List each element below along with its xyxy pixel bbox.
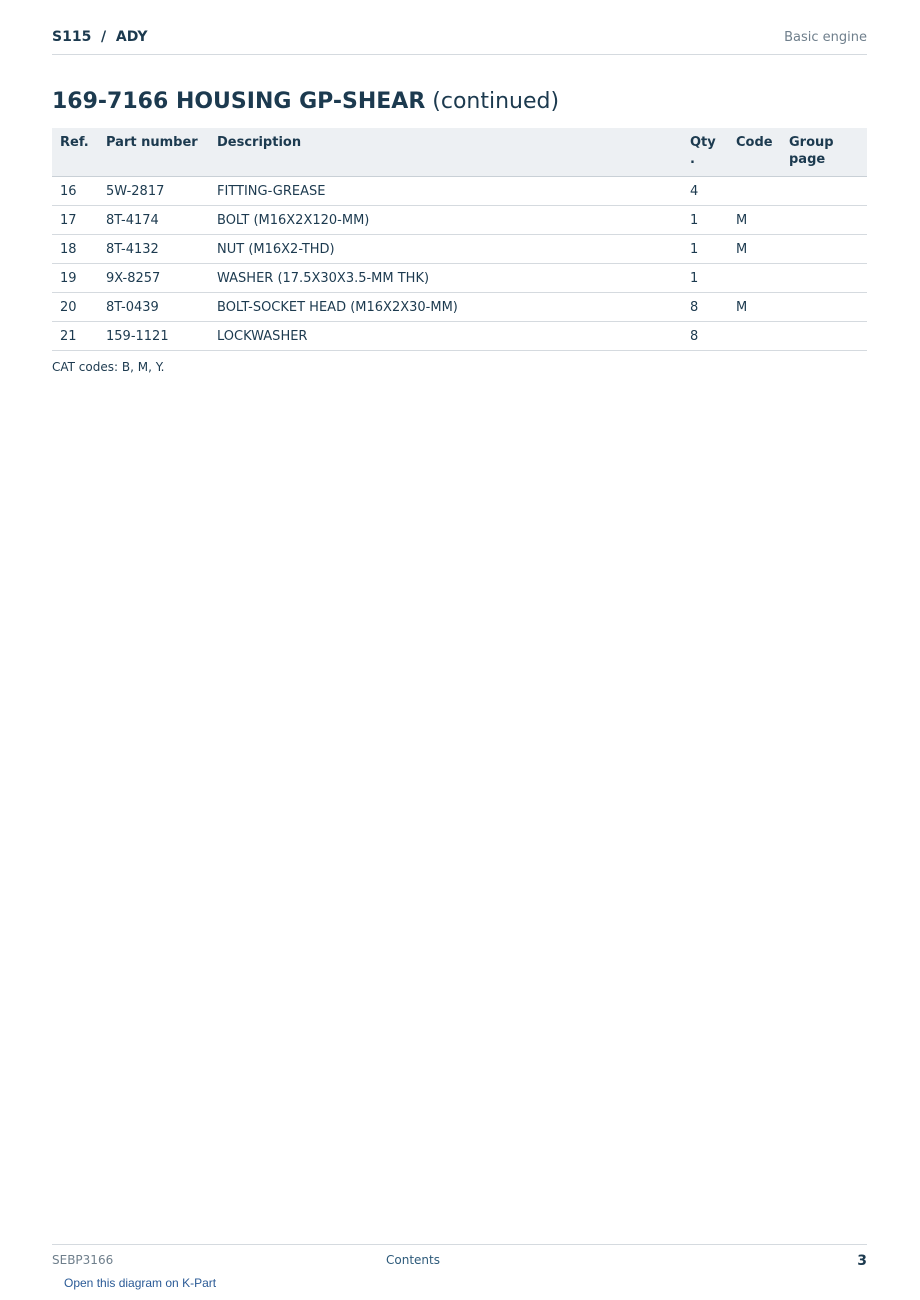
cell-description: WASHER (17.5X30X3.5-MM THK) bbox=[209, 264, 682, 293]
title-suffix: (continued) bbox=[432, 89, 560, 114]
column-header-group-page: Group page bbox=[781, 128, 867, 177]
cell-part-number: 9X-8257 bbox=[98, 264, 209, 293]
cell-description: BOLT (M16X2X120-MM) bbox=[209, 206, 682, 235]
cell-code: M bbox=[728, 206, 781, 235]
cell-group-page bbox=[781, 293, 867, 322]
cell-code: M bbox=[728, 235, 781, 264]
assembly-title: 169-7166 HOUSING GP-SHEAR bbox=[52, 89, 426, 114]
cell-part-number: 8T-0439 bbox=[98, 293, 209, 322]
cell-description: BOLT-SOCKET HEAD (M16X2X30-MM) bbox=[209, 293, 682, 322]
cell-qty: 1 bbox=[682, 206, 728, 235]
page-header bbox=[52, 28, 867, 55]
cell-qty: 1 bbox=[682, 235, 728, 264]
cell-ref: 17 bbox=[52, 206, 98, 235]
cell-group-page bbox=[781, 206, 867, 235]
cell-ref: 21 bbox=[52, 322, 98, 351]
cell-group-page bbox=[781, 322, 867, 351]
page-footer bbox=[52, 1244, 867, 1290]
cell-code bbox=[728, 322, 781, 351]
column-header-qty: Qty . bbox=[682, 128, 728, 177]
cell-qty: 8 bbox=[682, 293, 728, 322]
cell-ref: 20 bbox=[52, 293, 98, 322]
table-header-row bbox=[52, 128, 867, 177]
cell-group-page bbox=[781, 177, 867, 206]
cell-qty: 1 bbox=[682, 264, 728, 293]
cell-code bbox=[728, 177, 781, 206]
table-row bbox=[52, 177, 867, 206]
column-header-description: Description bbox=[209, 128, 682, 177]
page-title bbox=[52, 89, 559, 114]
model-code: S115 / ADY bbox=[52, 29, 148, 45]
cell-ref: 19 bbox=[52, 264, 98, 293]
page-number: 3 bbox=[857, 1253, 867, 1269]
cell-part-number: 5W-2817 bbox=[98, 177, 209, 206]
table-row bbox=[52, 264, 867, 293]
document-id: SEBP3166 bbox=[52, 1253, 114, 1267]
cell-ref: 16 bbox=[52, 177, 98, 206]
cell-qty: 8 bbox=[682, 322, 728, 351]
table-row bbox=[52, 293, 867, 322]
cell-code bbox=[728, 264, 781, 293]
table-row bbox=[52, 206, 867, 235]
cell-code: M bbox=[728, 293, 781, 322]
column-header-code: Code bbox=[728, 128, 781, 177]
column-header-part-number: Part number bbox=[98, 128, 209, 177]
open-kpart-link[interactable]: Open this diagram on K-Part bbox=[64, 1276, 217, 1290]
cell-ref: 18 bbox=[52, 235, 98, 264]
table-row bbox=[52, 235, 867, 264]
cell-qty: 4 bbox=[682, 177, 728, 206]
cell-part-number: 8T-4174 bbox=[98, 206, 209, 235]
cell-part-number: 159-1121 bbox=[98, 322, 209, 351]
cat-codes-note: CAT codes: B, M, Y. bbox=[52, 360, 165, 374]
cell-group-page bbox=[781, 264, 867, 293]
table-row bbox=[52, 322, 867, 351]
cell-part-number: 8T-4132 bbox=[98, 235, 209, 264]
cell-group-page bbox=[781, 235, 867, 264]
parts-table bbox=[52, 128, 867, 351]
cell-description: NUT (M16X2-THD) bbox=[209, 235, 682, 264]
column-header-ref: Ref. bbox=[52, 128, 98, 177]
cell-description: FITTING-GREASE bbox=[209, 177, 682, 206]
section-name: Basic engine bbox=[784, 30, 867, 45]
contents-link[interactable]: Contents bbox=[386, 1253, 440, 1267]
cell-description: LOCKWASHER bbox=[209, 322, 682, 351]
